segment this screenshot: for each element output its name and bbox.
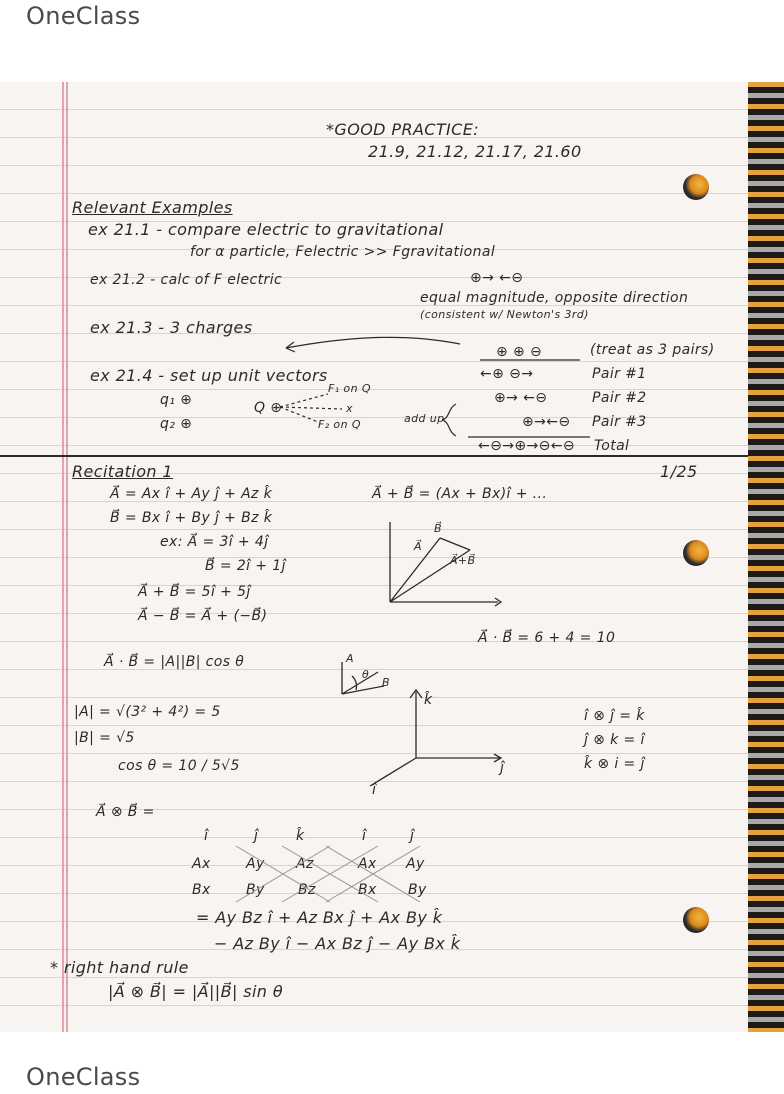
vector-a-def: A⃗ = Ax î + Ay ĵ + Az k̂ [110, 486, 273, 502]
x-axis-label: x [346, 402, 353, 415]
example-21-1-detail: for α particle, Felectric >> Fgravitational [190, 244, 496, 260]
matrix-cell: î [362, 828, 367, 844]
example-21-2-note: equal magnitude, opposite direction [420, 290, 689, 306]
cross-rule-2: ĵ ⊗ k = î [584, 732, 645, 748]
pair-3-label: Pair #3 [592, 414, 647, 430]
force-label-1: F₁ on Q [328, 382, 371, 395]
graph-label-b: B⃗ [434, 522, 442, 535]
charge-q1: q₁ ⊕ [160, 392, 193, 408]
matrix-cell: Ax [192, 856, 211, 872]
right-hand-rule: * right hand rule [50, 958, 189, 977]
matrix-cell: By [408, 882, 427, 898]
cross-expansion-1: = Ay Bz î + Az Bx ĵ + Ax By k̂ [196, 908, 443, 927]
example-21-3-note: (treat as 3 pairs) [590, 342, 715, 358]
dot-product-definition: A⃗ · B⃗ = |A||B| cos θ [104, 654, 245, 670]
example-21-1: ex 21.1 - compare electric to gravitational [88, 220, 444, 239]
angle-label-b: B [382, 676, 390, 689]
magnitude-a: |A| = √(3² + 4²) = 5 [74, 704, 221, 720]
force-label-2: F₂ on Q [318, 418, 361, 431]
cos-theta: cos θ = 10 / 5√5 [118, 758, 240, 774]
example-21-3-charges: ⊕ ⊕ ⊖ [496, 344, 543, 360]
oneclass-logo-bottom: OneClass [26, 1063, 141, 1091]
cross-magnitude: |A⃗ ⊗ B⃗| = |A⃗||B⃗| sin θ [108, 982, 284, 1001]
axis-label-k: k̂ [424, 692, 433, 708]
cross-rule-3: k̂ ⊗ i = ĵ [584, 756, 645, 772]
graph-label-sum: A⃗+B⃗ [450, 554, 476, 567]
matrix-cell: Ax [358, 856, 377, 872]
pair-2-arrows: ⊕→ ←⊖ [494, 390, 548, 406]
matrix-cell: Bx [192, 882, 211, 898]
vector-sum: A⃗ + B⃗ = 5î + 5ĵ [138, 584, 251, 600]
angle-label-theta: θ [362, 668, 370, 681]
example-vector-a: ex: A⃗ = 3î + 4ĵ [160, 534, 269, 550]
pair-2-label: Pair #2 [592, 390, 647, 406]
matrix-cell: Bx [358, 882, 377, 898]
example-21-2-charges: ⊕→ ←⊖ [470, 270, 524, 286]
angle-label-a: A [346, 652, 354, 665]
example-21-3: ex 21.3 - 3 charges [90, 318, 253, 337]
matrix-cell: Bz [298, 882, 316, 898]
recitation-date: 1/25 [660, 462, 698, 481]
practice-problems: 21.9, 21.12, 21.17, 21.60 [368, 142, 582, 161]
charge-Q: Q ⊕ [254, 400, 283, 416]
cross-expansion-2: − Az By î − Ax Bz ĵ − Ay Bx k̂ [214, 934, 461, 953]
matrix-cell: Ay [246, 856, 265, 872]
cross-product-title: A⃗ ⊗ B⃗ = [96, 804, 155, 820]
pair-1-arrows: ←⊕ ⊖→ [480, 366, 534, 382]
example-21-4: ex 21.4 - set up unit vectors [90, 366, 328, 385]
matrix-cell: Az [296, 856, 314, 872]
axis-label-j: ĵ [500, 760, 505, 776]
example-21-2: ex 21.2 - calc of F electric [90, 272, 283, 288]
pair-1-label: Pair #1 [592, 366, 647, 382]
pair-total-arrows: ←⊖→⊕→⊖←⊖ [478, 438, 576, 454]
matrix-cell: ĵ [254, 828, 259, 844]
example-21-2-note-newton: (consistent w/ Newton's 3rd) [420, 308, 589, 321]
vector-difference: A⃗ − B⃗ = A⃗ + (−B⃗) [138, 608, 268, 624]
vector-b-def: B⃗ = Bx î + By ĵ + Bz k̂ [110, 510, 273, 526]
cross-rule-1: î ⊗ ĵ = k̂ [584, 708, 645, 724]
charge-q2: q₂ ⊕ [160, 416, 193, 432]
examples-heading: Relevant Examples [72, 198, 233, 217]
practice-title: *GOOD PRACTICE: [326, 120, 480, 139]
matrix-cell: î [204, 828, 209, 844]
recitation-heading: Recitation 1 [72, 462, 173, 481]
axis-label-i: î [372, 782, 377, 798]
matrix-cell: ĵ [410, 828, 415, 844]
matrix-cross-strokes [0, 82, 784, 1032]
matrix-cell: Ay [406, 856, 425, 872]
magnitude-b: |B| = √5 [74, 730, 135, 746]
sum-formula: A⃗ + B⃗ = (Ax + Bx)î + ... [372, 486, 548, 502]
add-up-label: add up [404, 412, 445, 425]
pair-3-arrows: ⊕→←⊖ [522, 414, 571, 430]
example-vector-b: B⃗ = 2î + 1ĵ [205, 558, 286, 574]
dot-product-result: A⃗ · B⃗ = 6 + 4 = 10 [478, 630, 616, 646]
pair-total-label: Total [594, 438, 630, 454]
oneclass-logo-top: OneClass [26, 2, 141, 30]
matrix-cell: k̂ [296, 828, 305, 844]
notebook-page [0, 82, 784, 1032]
graph-label-a: A⃗ [414, 540, 422, 553]
matrix-cell: By [246, 882, 265, 898]
